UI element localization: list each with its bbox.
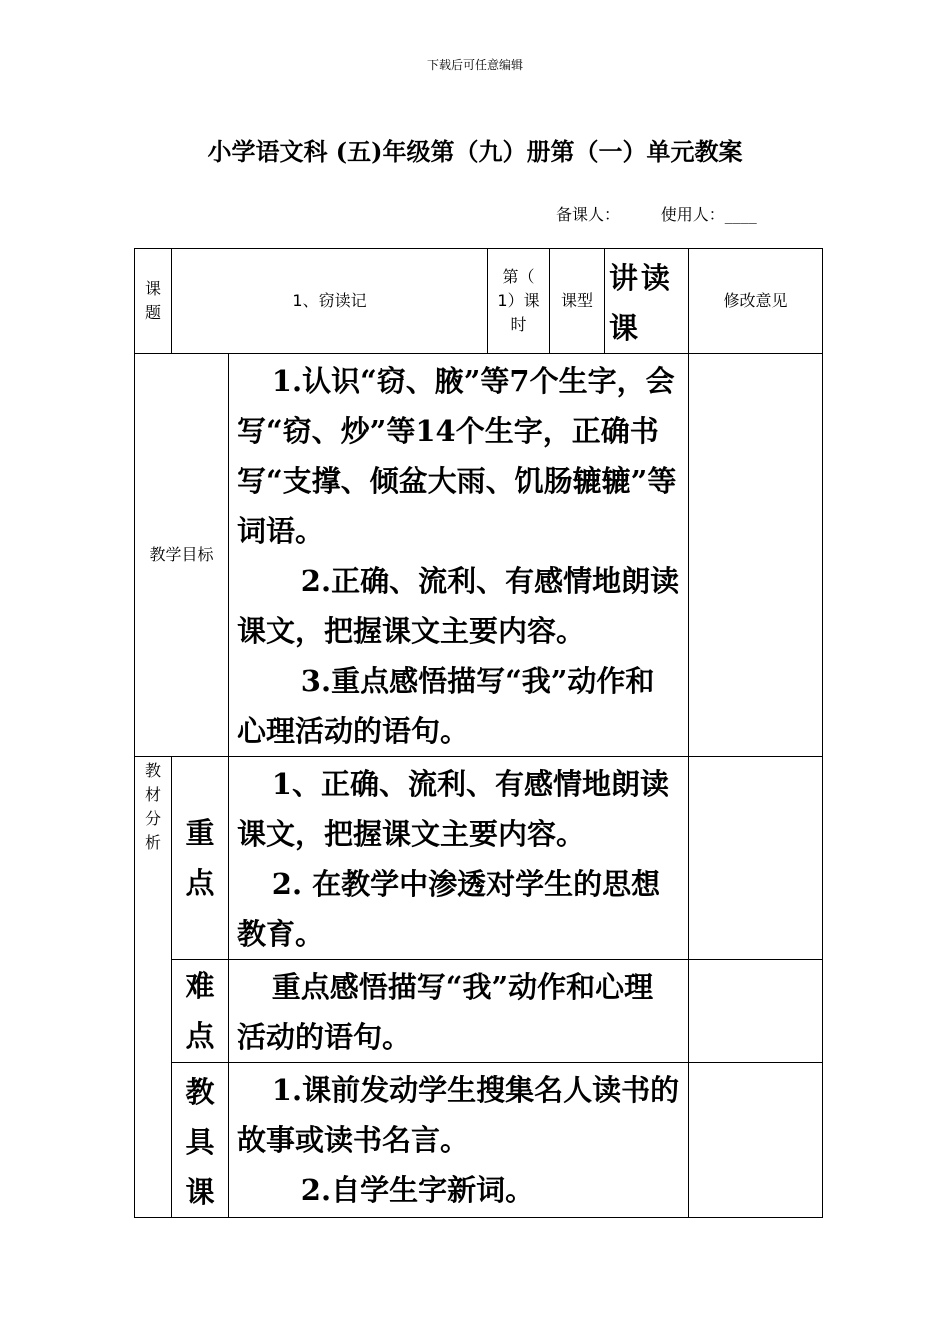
topic-value: 1、窃读记 xyxy=(172,249,488,354)
topic-label-cell xyxy=(135,249,172,354)
analysis-label-cell xyxy=(135,757,172,1218)
revision-label: 修改意见 xyxy=(689,249,823,354)
preparer-line xyxy=(556,202,757,225)
tools-revision xyxy=(689,1063,823,1218)
header-note: 下载后可任意编辑 xyxy=(426,58,523,72)
tools-label: 教具课 xyxy=(185,1075,215,1209)
difficulty-label: 难点 xyxy=(185,969,215,1053)
lesson-plan-table xyxy=(134,248,823,1218)
tools-item: 2.自学生字新词。 xyxy=(300,1173,535,1207)
analysis-label: 教材分析 xyxy=(145,761,162,852)
difficulty-content xyxy=(229,960,689,1063)
difficulty-revision xyxy=(689,960,823,1063)
goal-item: 3.重点感悟描写“我”动作和心理活动的语句。 xyxy=(237,664,655,748)
user-label: 使用人： xyxy=(660,205,725,224)
type-label: 课型 xyxy=(550,249,605,354)
goals-revision xyxy=(689,354,823,757)
tools-content xyxy=(229,1063,689,1218)
key-label-cell xyxy=(172,757,229,960)
key-revision xyxy=(689,757,823,960)
goal-item: 2.正确、流利、有感情地朗读课文，把握课文主要内容。 xyxy=(237,564,680,648)
tools-label-cell xyxy=(172,1063,229,1218)
tools-item: 1.课前发动学生搜集名人读书的故事或读书名言。 xyxy=(237,1073,680,1157)
preparer-label: 备课人： xyxy=(556,205,621,224)
key-label: 重点 xyxy=(185,816,215,900)
period-label: 第（ 1）课时 xyxy=(497,267,540,334)
page-title: 小学语文科 (五)年级第（九）册第（一）单元教案 xyxy=(207,137,743,166)
difficulty-text: 重点感悟描写“我”动作和心理活动的语句。 xyxy=(237,970,654,1054)
goals-content xyxy=(229,354,689,757)
user-blank: ____ xyxy=(724,205,757,224)
goal-item: 1.认识“窃、腋”等7个生字，会写“窃、炒”等14个生字，正确书写“支撑、倾盆大雨、饥肠辘辘”等词语。 xyxy=(237,364,677,548)
period-cell xyxy=(488,249,550,354)
key-item: 1、正确、流利、有感情地朗读课文，把握课文主要内容。 xyxy=(237,767,669,851)
key-item: 2. 在教学中渗透对学生的思想教育。 xyxy=(237,867,661,951)
type-value-cell xyxy=(605,249,689,354)
topic-label: 课题 xyxy=(145,279,162,322)
key-content xyxy=(229,757,689,960)
difficulty-label-cell xyxy=(172,960,229,1063)
goals-label: 教学目标 xyxy=(135,354,229,757)
type-value: 讲读课 xyxy=(609,261,673,345)
